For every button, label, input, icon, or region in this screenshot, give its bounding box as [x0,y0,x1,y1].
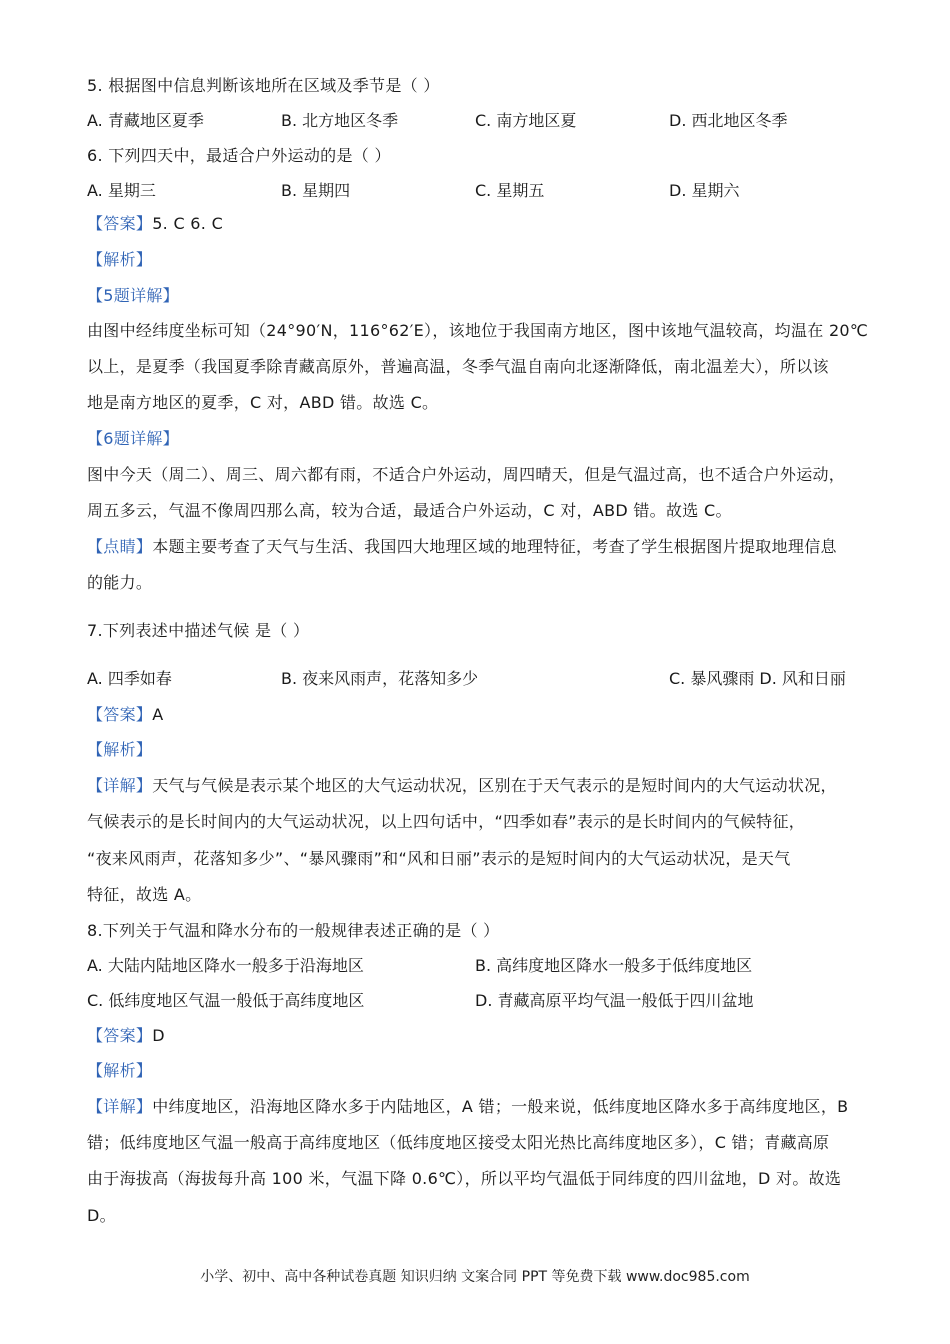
detail-5-line: 由图中经纬度坐标可知（24°90′N，116°62′E），该地位于我国南方地区，图中该地气温较高，均温在 20℃ [87,321,869,340]
q7-option-cd: C. 暴风骤雨 D. 风和日丽 [669,669,846,688]
q6-option-c: C. 星期五 [475,181,545,200]
answer-7 [87,704,163,726]
q8-option-a: A. 大陆内陆地区降水一般多于沿海地区 [87,956,364,975]
answer-text: D [152,1026,165,1045]
question-8-stem: 8.下列关于气温和降水分布的一般规律表述正确的是（ ） [87,921,500,940]
q8-option-d: D. 青藏高原平均气温一般低于四川盆地 [475,991,754,1010]
detail-7-text: 天气与气候是表示某个地区的大气运动状况，区别在于天气表示的是短时间内的大气运动状况， [152,776,837,795]
q7-option-b: B. 夜来风雨声，花落知多少 [281,669,479,688]
q5-option-d: D. 西北地区冬季 [669,111,788,130]
q8-option-b: B. 高纬度地区降水一般多于低纬度地区 [475,956,753,975]
question-7-stem: 7.下列表述中描述气候 是（ ） [87,621,310,640]
answer-tag: 【答案】 [87,705,153,724]
q5-option-b: B. 北方地区冬季 [281,111,399,130]
detail-7-line: “夜来风雨声，花落知多少”、“暴风骤雨”和“风和日丽”表示的是短时间内的大气运动状况，是天气 [87,849,791,868]
analysis-tag: 【解析】 [87,1061,153,1080]
answer-5-6 [87,213,223,235]
detail-5-tag: 【5题详解】 [87,286,179,305]
dianjing-text: 本题主要考查了天气与生活、我国四大地理区域的地理特征，考查了学生根据图片提取地理信息 [152,537,837,556]
detail-tag: 【详解】 [87,1097,153,1116]
detail-7-line: 气候表示的是长时间内的大气运动状况，以上四句话中，“四季如春”表示的是长时间内的气候特征， [87,812,806,831]
analysis-tag: 【解析】 [87,250,153,269]
q5-option-a: A. 青藏地区夏季 [87,111,204,130]
q5-option-c: C. 南方地区夏 [475,111,577,130]
detail-8-text: 中纬度地区，沿海地区降水多于内陆地区，A 错；一般来说，低纬度地区降水多于高纬度地区，B [152,1097,849,1116]
dianjing-line [87,536,837,558]
detail-7-line [87,775,837,797]
question-6-stem: 6. 下列四天中，最适合户外运动的是（ ） [87,146,391,165]
dianjing-line: 的能力。 [87,573,153,592]
answer-tag: 【答案】 [87,1026,153,1045]
answer-text: A [152,705,164,724]
q6-option-d: D. 星期六 [669,181,740,200]
q6-option-b: B. 星期四 [281,181,351,200]
q6-option-a: A. 星期三 [87,181,156,200]
question-5-stem: 5. 根据图中信息判断该地所在区域及季节是（ ） [87,76,440,95]
answer-text: 5. C 6. C [152,214,224,233]
answer-8 [87,1025,165,1047]
detail-6-line: 图中今天（周二）、周三、周六都有雨，不适合户外运动，周四晴天，但是气温过高，也不适合户外运动， [87,465,846,484]
analysis-tag: 【解析】 [87,740,153,759]
q8-option-c: C. 低纬度地区气温一般低于高纬度地区 [87,991,365,1010]
detail-8-line: 错；低纬度地区气温一般高于高纬度地区（低纬度地区接受太阳光热比高纬度地区多），C 错；青藏高原 [87,1133,830,1152]
dianjing-tag: 【点睛】 [87,537,153,556]
detail-8-line: 由于海拔高（海拔每升高 100 米，气温下降 0.6℃），所以平均气温低于同纬度的四川盆地，D 对。故选 [87,1169,842,1188]
detail-8-line [87,1096,848,1118]
page-footer: 小学、初中、高中各种试卷真题 知识归纳 文案合同 PPT 等免费下载 www.doc985.com [200,1269,750,1285]
detail-6-tag: 【6题详解】 [87,429,179,448]
detail-5-line: 地是南方地区的夏季，C 对，ABD 错。故选 C。 [87,393,439,412]
detail-tag: 【详解】 [87,776,153,795]
detail-6-line: 周五多云，气温不像周四那么高，较为合适，最适合户外运动，C 对，ABD 错。故选 C。 [87,501,732,520]
q7-option-a: A. 四季如春 [87,669,172,688]
detail-5-line: 以上，是夏季（我国夏季除青藏高原外，普遍高温，冬季气温自南向北逐渐降低，南北温差大），所以该 [87,357,829,376]
answer-tag: 【答案】 [87,214,153,233]
detail-8-line: D。 [87,1206,116,1225]
detail-7-line: 特征，故选 A。 [87,885,202,904]
